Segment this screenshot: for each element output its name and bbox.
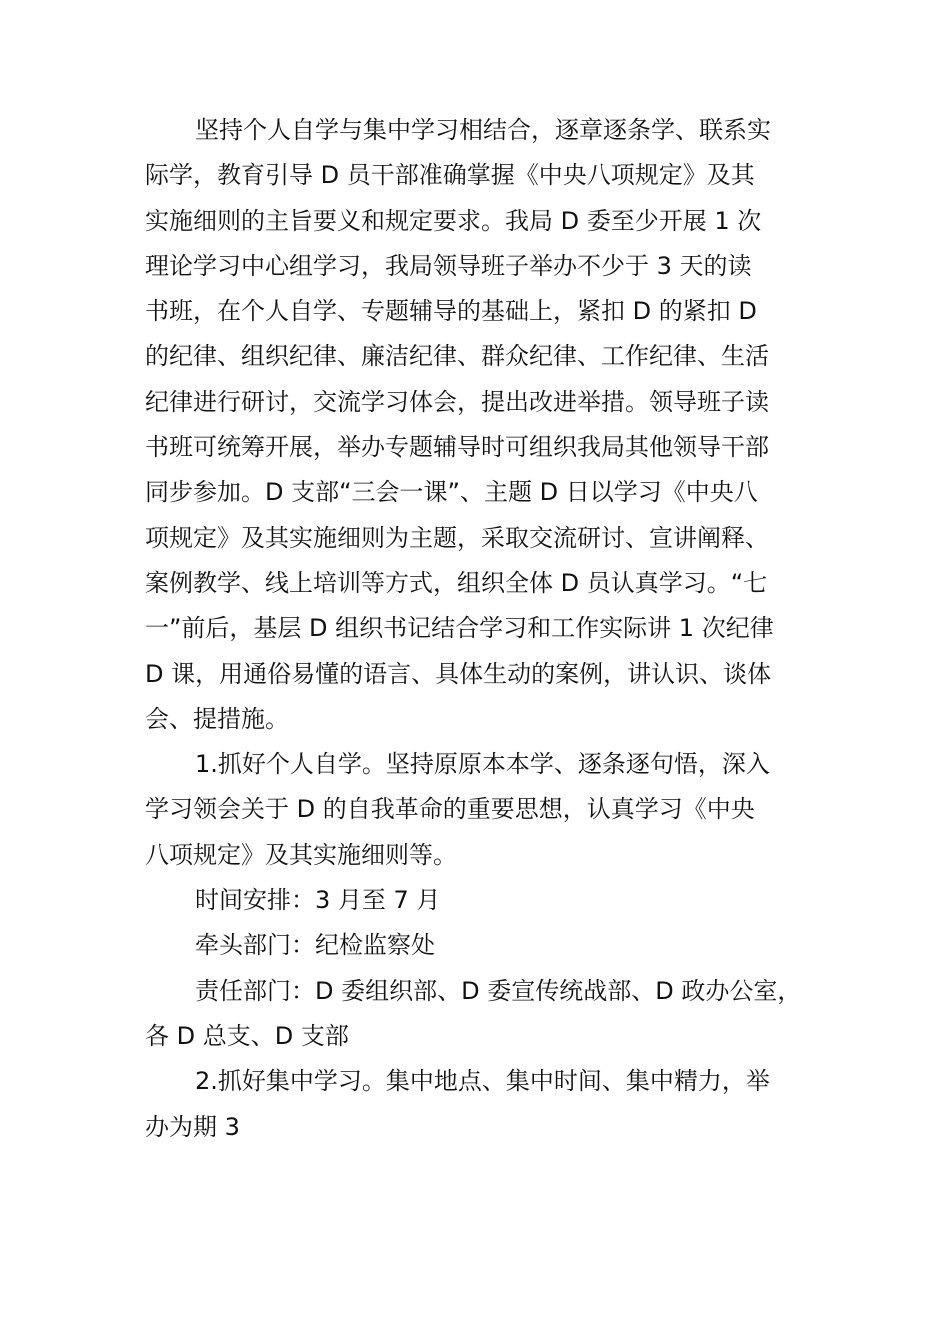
text-line: 一”前后，基层 D 组织书记结合学习和工作实际讲 1 次纪律 bbox=[145, 614, 774, 643]
text-line: 时间安排：3 月至 7 月 bbox=[195, 886, 441, 915]
text-line: 会、提措施。 bbox=[145, 704, 289, 733]
text-line: 责任部门：D 委组织部、D 委宣传统战部、D 政办公室， bbox=[195, 976, 802, 1005]
document-body bbox=[145, 108, 813, 1150]
paragraph-item-1-self-study bbox=[145, 742, 813, 878]
text-line: 案例教学、线上培训等方式，组织全体 D 员认真学习。“七 bbox=[145, 568, 768, 597]
text-line: D 课，用通俗易懂的语言、具体生动的案例，讲认识、谈体 bbox=[145, 659, 772, 688]
text-line: 各 D 总支、D 支部 bbox=[145, 1021, 349, 1050]
text-line: 坚持个人自学与集中学习相结合，逐章逐条学、联系实 bbox=[195, 116, 771, 144]
text-line: 办为期 3 bbox=[145, 1112, 240, 1141]
text-line: 书班可统筹开展，举办专题辅导时可组织我局其他领导干部 bbox=[145, 433, 769, 462]
text-line: 1.抓好个人自学。坚持原原本本学、逐条逐句悟，深入 bbox=[195, 750, 770, 779]
text-line: 实施细则的主旨要义和规定要求。我局 D 委至少开展 1 次 bbox=[145, 206, 762, 235]
text-line: 牵头部门：纪检监察处 bbox=[195, 931, 435, 960]
paragraph-responsible-departments bbox=[145, 969, 813, 1060]
text-line: 理论学习中心组学习，我局领导班子举办不少于 3 天的读 bbox=[145, 251, 752, 280]
text-line: 八项规定》及其实施细则等。 bbox=[145, 840, 457, 869]
text-line: 纪律进行研讨，交流学习体会，提出改进举措。领导班子读 bbox=[145, 387, 769, 416]
text-line: 书班，在个人自学、专题辅导的基础上，紧扣 D 的紧扣 D bbox=[145, 297, 757, 326]
paragraph-item-2-group-study bbox=[145, 1059, 813, 1150]
text-line: 学习领会关于 D 的自我革命的重要思想，认真学习《中央 bbox=[145, 795, 755, 824]
paragraph-study-overview bbox=[145, 108, 813, 742]
text-line: 际学，教育引导 D 员干部准确掌握《中央八项规定》及其 bbox=[145, 161, 755, 190]
paragraph-lead-department bbox=[145, 923, 813, 968]
text-line: 项规定》及其实施细则为主题，采取交流研讨、宣讲阐释、 bbox=[145, 523, 769, 552]
text-line: 同步参加。D 支部“三会一课”、主题 D 日以学习《中央八 bbox=[145, 478, 758, 507]
paragraph-schedule bbox=[145, 878, 813, 923]
text-line: 的纪律、组织纪律、廉洁纪律、群众纪律、工作纪律、生活 bbox=[145, 342, 769, 371]
text-line: 2.抓好集中学习。集中地点、集中时间、集中精力，举 bbox=[195, 1067, 770, 1096]
